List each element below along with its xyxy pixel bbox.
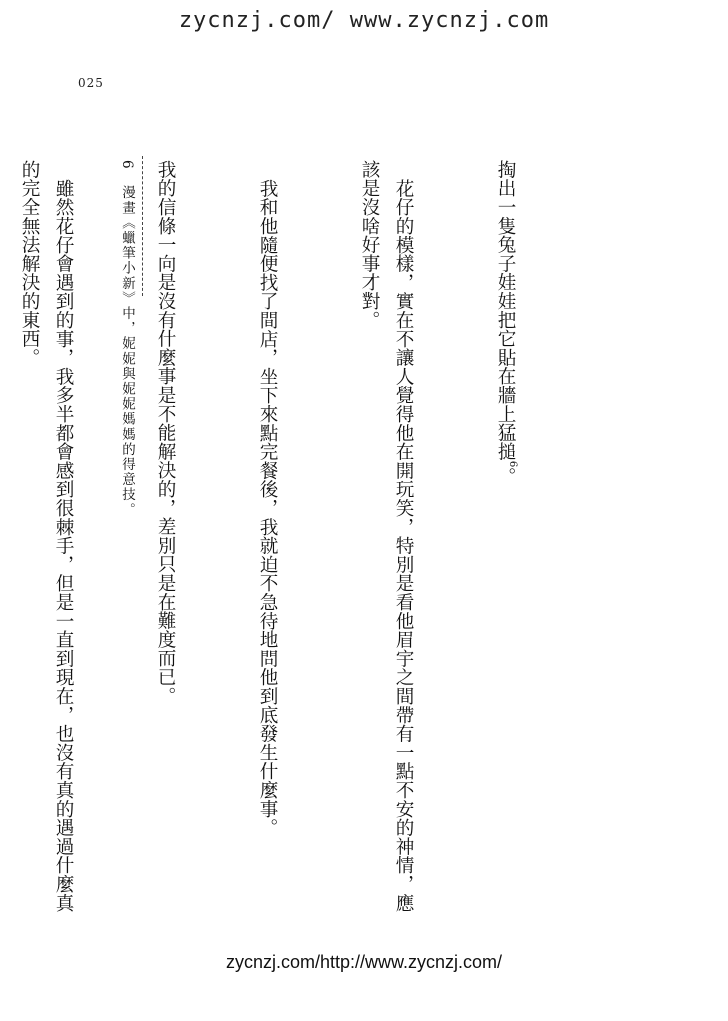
footnote-text: 漫畫《蠟筆小新》中，妮妮與妮妮媽媽的得意技。 [119, 185, 135, 518]
footnote-divider [142, 156, 143, 296]
paragraph-3: 我和他隨便找了間店，坐下來點完餐後，我就迫不急待地問他到底發生什麼事。 [257, 178, 278, 837]
paragraph-2: 花仔的模樣，實在不讓人覺得他在開玩笑，特別是看他眉宇之間帶有一點不安的神情，應該是沒啥好事才對。 [359, 160, 414, 912]
watermark-bottom: zycnzj.com/http://www.zycnzj.com/ [225, 952, 503, 972]
footnote [100, 160, 136, 580]
paragraph-1 [488, 160, 522, 920]
footnote-reference[interactable]: 6 [507, 460, 519, 468]
paragraph-5: 雖然花仔會遇到的事，我多半都會感到很棘手，但是一直到現在，也沒有真的遇過什麼真的完全無法解決的東西。 [19, 160, 74, 912]
paragraph-1-end: 。 [495, 467, 516, 487]
paragraph-1-text: 掏出一隻兔子娃娃把它貼在牆上猛搥 [495, 160, 516, 461]
watermark-top: zycnzj.com/ www.zycnzj.com [178, 8, 550, 33]
page-number: 025 [78, 76, 104, 90]
footnote-number: 6 [119, 160, 135, 171]
paragraph-4: 我的信條一向是沒有什麼事是不能解決的，差別只是在難度而已。 [155, 160, 176, 706]
